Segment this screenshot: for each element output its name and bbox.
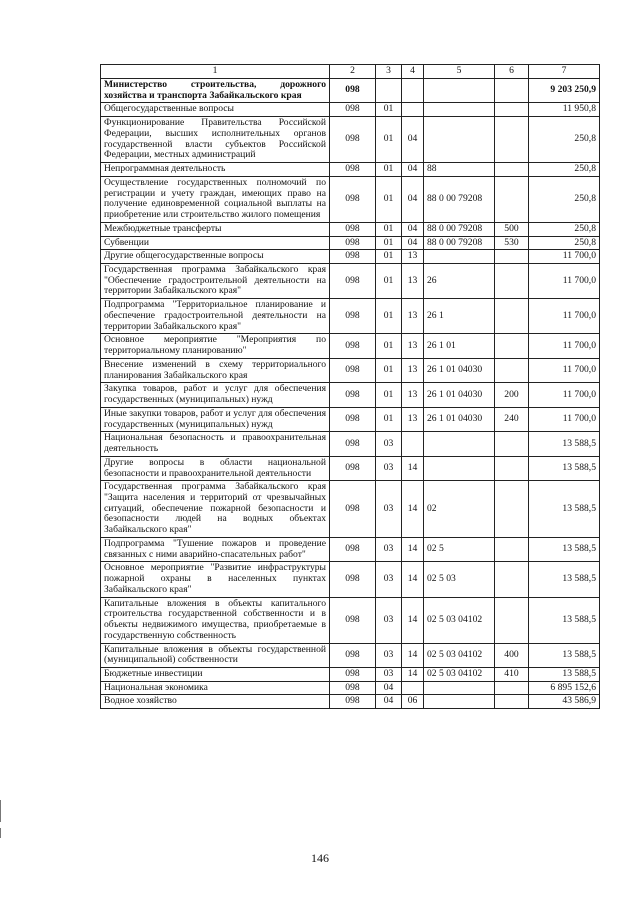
section-code-cell: 03	[376, 537, 402, 561]
ved-code-cell: 098	[330, 79, 376, 103]
subsection-code-cell: 04	[402, 163, 424, 177]
ved-code-cell: 098	[330, 597, 376, 643]
section-code-cell: 03	[376, 481, 402, 538]
row-name-cell: Национальная экономика	[101, 681, 330, 695]
row-name-cell: Другие вопросы в области национальной безопасности и правоохранительной деятельности	[101, 456, 330, 480]
amount-cell: 250,8	[529, 176, 600, 222]
row-name-cell: Основное мероприятие "Развитие инфраструктуры пожарной охраны в населенных пунктах Забайкальского края"	[101, 562, 330, 597]
header-cell: 1	[101, 65, 330, 79]
page-number: 146	[311, 851, 329, 865]
table-row	[101, 432, 600, 456]
table-row	[101, 334, 600, 358]
row-name-cell: Министерство строительства, дорожного хозяйства и транспорта Забайкальского края	[101, 79, 330, 103]
expense-type-cell	[495, 176, 529, 222]
section-code-cell: 01	[376, 163, 402, 177]
amount-cell: 43 586,9	[529, 695, 600, 709]
row-name-cell: Бюджетные инвестиции	[101, 667, 330, 681]
table-row	[101, 299, 600, 334]
row-name-cell: Субвенции	[101, 236, 330, 250]
ved-code-cell: 098	[330, 537, 376, 561]
expense-type-cell	[495, 163, 529, 177]
expense-type-cell: 200	[495, 383, 529, 407]
ved-code-cell: 098	[330, 407, 376, 431]
table-row	[101, 456, 600, 480]
header-row	[101, 65, 600, 79]
subsection-code-cell: 04	[402, 236, 424, 250]
row-name-cell: Капитальные вложения в объекты капитального строительства государственной собственности и в объекты недвижимого имущества, приобретаемые в государственную собственность	[101, 597, 330, 643]
header-cell: 3	[376, 65, 402, 79]
target-article-cell	[424, 456, 495, 480]
table-row	[101, 250, 600, 264]
target-article-cell: 88 0 00 79208	[424, 222, 495, 236]
ved-code-cell: 098	[330, 103, 376, 117]
expense-type-cell	[495, 79, 529, 103]
subsection-code-cell: 04	[402, 222, 424, 236]
table-row	[101, 481, 600, 538]
table-row	[101, 163, 600, 177]
target-article-cell: 26 1	[424, 299, 495, 334]
row-name-cell: Государственная программа Забайкальского края "Обеспечение градостроительной деятельности на территории Забайкальского края"	[101, 264, 330, 299]
subsection-code-cell: 14	[402, 562, 424, 597]
section-code-cell: 01	[376, 407, 402, 431]
subsection-code-cell: 13	[402, 407, 424, 431]
margin-mark	[0, 828, 1, 838]
expense-type-cell: 410	[495, 667, 529, 681]
expense-type-cell: 400	[495, 643, 529, 667]
table-row	[101, 681, 600, 695]
expense-type-cell	[495, 681, 529, 695]
ved-code-cell: 098	[330, 432, 376, 456]
subsection-code-cell: 13	[402, 358, 424, 382]
amount-cell: 250,8	[529, 222, 600, 236]
amount-cell: 13 588,5	[529, 432, 600, 456]
target-article-cell	[424, 117, 495, 163]
table-row	[101, 176, 600, 222]
table-row	[101, 236, 600, 250]
amount-cell: 250,8	[529, 117, 600, 163]
amount-cell: 250,8	[529, 163, 600, 177]
expense-type-cell	[495, 537, 529, 561]
section-code-cell: 01	[376, 103, 402, 117]
section-code-cell: 01	[376, 264, 402, 299]
ved-code-cell: 098	[330, 250, 376, 264]
table-row	[101, 597, 600, 643]
subsection-code-cell: 14	[402, 667, 424, 681]
subsection-code-cell	[402, 103, 424, 117]
table-row	[101, 537, 600, 561]
subsection-code-cell: 04	[402, 176, 424, 222]
expense-type-cell	[495, 358, 529, 382]
section-code-cell: 01	[376, 222, 402, 236]
expense-type-cell	[495, 334, 529, 358]
table-row	[101, 117, 600, 163]
header-cell: 5	[424, 65, 495, 79]
target-article-cell: 02	[424, 481, 495, 538]
amount-cell: 9 203 250,9	[529, 79, 600, 103]
expense-type-cell	[495, 597, 529, 643]
table-row	[101, 358, 600, 382]
section-code-cell: 01	[376, 236, 402, 250]
section-code-cell	[376, 79, 402, 103]
expense-type-cell	[495, 562, 529, 597]
amount-cell: 250,8	[529, 236, 600, 250]
table-row	[101, 222, 600, 236]
expense-type-cell	[495, 264, 529, 299]
subsection-code-cell: 13	[402, 383, 424, 407]
ved-code-cell: 098	[330, 299, 376, 334]
target-article-cell: 02 5	[424, 537, 495, 561]
row-name-cell: Непрограммная деятельность	[101, 163, 330, 177]
header-cell: 4	[402, 65, 424, 79]
expense-type-cell: 530	[495, 236, 529, 250]
subsection-code-cell: 13	[402, 250, 424, 264]
section-code-cell: 01	[376, 176, 402, 222]
amount-cell: 13 588,5	[529, 643, 600, 667]
amount-cell: 13 588,5	[529, 562, 600, 597]
table-row	[101, 103, 600, 117]
target-article-cell: 26	[424, 264, 495, 299]
target-article-cell: 88	[424, 163, 495, 177]
subsection-code-cell: 14	[402, 597, 424, 643]
section-code-cell: 01	[376, 383, 402, 407]
expense-type-cell	[495, 103, 529, 117]
ved-code-cell: 098	[330, 334, 376, 358]
section-code-cell: 01	[376, 117, 402, 163]
expense-type-cell: 500	[495, 222, 529, 236]
subsection-code-cell: 14	[402, 537, 424, 561]
row-name-cell: Государственная программа Забайкальского края "Защита населения и территорий от чрезвычайных ситуаций, обеспечение пожарной безопасности и безопасности людей на водных объектах Забайкальского края"	[101, 481, 330, 538]
section-code-cell: 04	[376, 695, 402, 709]
target-article-cell: 02 5 03 04102	[424, 597, 495, 643]
ved-code-cell: 098	[330, 643, 376, 667]
amount-cell: 11 700,0	[529, 334, 600, 358]
budget-table	[100, 64, 600, 709]
section-code-cell: 01	[376, 358, 402, 382]
header-cell: 2	[330, 65, 376, 79]
row-name-cell: Иные закупки товаров, работ и услуг для обеспечения государственных (муниципальных) нужд	[101, 407, 330, 431]
section-code-cell: 03	[376, 432, 402, 456]
target-article-cell	[424, 432, 495, 456]
row-name-cell: Водное хозяйство	[101, 695, 330, 709]
row-name-cell: Подпрограмма "Тушение пожаров и проведение связанных с ними аварийно-спасательных работ"	[101, 537, 330, 561]
amount-cell: 11 700,0	[529, 358, 600, 382]
section-code-cell: 03	[376, 597, 402, 643]
subsection-code-cell	[402, 681, 424, 695]
amount-cell: 11 700,0	[529, 407, 600, 431]
amount-cell: 11 950,8	[529, 103, 600, 117]
target-article-cell: 26 1 01	[424, 334, 495, 358]
target-article-cell	[424, 695, 495, 709]
section-code-cell: 01	[376, 334, 402, 358]
amount-cell: 6 895 152,6	[529, 681, 600, 695]
subsection-code-cell: 13	[402, 334, 424, 358]
ved-code-cell: 098	[330, 222, 376, 236]
header-cell: 7	[529, 65, 600, 79]
table-row	[101, 407, 600, 431]
section-code-cell: 01	[376, 250, 402, 264]
target-article-cell: 88 0 00 79208	[424, 236, 495, 250]
ved-code-cell: 098	[330, 383, 376, 407]
target-article-cell: 26 1 01 04030	[424, 407, 495, 431]
row-name-cell: Закупка товаров, работ и услуг для обеспечения государственных (муниципальных) нужд	[101, 383, 330, 407]
table-row	[101, 695, 600, 709]
ved-code-cell: 098	[330, 695, 376, 709]
row-name-cell: Межбюджетные трансферты	[101, 222, 330, 236]
amount-cell: 13 588,5	[529, 537, 600, 561]
subsection-code-cell: 14	[402, 481, 424, 538]
subsection-code-cell: 13	[402, 299, 424, 334]
amount-cell: 11 700,0	[529, 250, 600, 264]
ved-code-cell: 098	[330, 176, 376, 222]
row-name-cell: Подпрограмма "Территориальное планирование и обеспечение градостроительной деятельности на территории Забайкальского края"	[101, 299, 330, 334]
expense-type-cell	[495, 250, 529, 264]
section-code-cell: 03	[376, 643, 402, 667]
section-code-cell: 03	[376, 562, 402, 597]
subsection-code-cell	[402, 79, 424, 103]
table-row	[101, 562, 600, 597]
target-article-cell: 02 5 03 04102	[424, 643, 495, 667]
row-name-cell: Функционирование Правительства Российской Федерации, высших исполнительных органов государственной власти субъектов Российской Федерации, местных администраций	[101, 117, 330, 163]
expense-type-cell	[495, 117, 529, 163]
ved-code-cell: 098	[330, 456, 376, 480]
table-row	[101, 79, 600, 103]
target-article-cell: 02 5 03 04102	[424, 667, 495, 681]
expense-type-cell	[495, 695, 529, 709]
subsection-code-cell: 14	[402, 456, 424, 480]
row-name-cell: Внесение изменений в схему территориального планирования Забайкальского края	[101, 358, 330, 382]
expense-type-cell	[495, 456, 529, 480]
amount-cell: 11 700,0	[529, 299, 600, 334]
subsection-code-cell: 06	[402, 695, 424, 709]
section-code-cell: 03	[376, 456, 402, 480]
target-article-cell: 88 0 00 79208	[424, 176, 495, 222]
target-article-cell: 02 5 03	[424, 562, 495, 597]
header-cell: 6	[495, 65, 529, 79]
ved-code-cell: 098	[330, 236, 376, 250]
expense-type-cell	[495, 481, 529, 538]
target-article-cell: 26 1 01 04030	[424, 383, 495, 407]
ved-code-cell: 098	[330, 163, 376, 177]
amount-cell: 11 700,0	[529, 383, 600, 407]
amount-cell: 13 588,5	[529, 597, 600, 643]
row-name-cell: Общегосударственные вопросы	[101, 103, 330, 117]
target-article-cell	[424, 103, 495, 117]
target-article-cell: 26 1 01 04030	[424, 358, 495, 382]
ved-code-cell: 098	[330, 264, 376, 299]
section-code-cell: 04	[376, 681, 402, 695]
ved-code-cell: 098	[330, 358, 376, 382]
row-name-cell: Осуществление государственных полномочий по регистрации и учету граждан, имеющих право на получение единовременной социальной выплаты на приобретение или строительство жилого помещения	[101, 176, 330, 222]
expense-type-cell	[495, 299, 529, 334]
table-row	[101, 264, 600, 299]
ved-code-cell: 098	[330, 562, 376, 597]
amount-cell: 13 588,5	[529, 456, 600, 480]
table-row	[101, 667, 600, 681]
target-article-cell	[424, 250, 495, 264]
subsection-code-cell: 13	[402, 264, 424, 299]
expense-type-cell: 240	[495, 407, 529, 431]
table-row	[101, 383, 600, 407]
row-name-cell: Капитальные вложения в объекты государственной (муниципальной) собственности	[101, 643, 330, 667]
target-article-cell	[424, 79, 495, 103]
amount-cell: 11 700,0	[529, 264, 600, 299]
row-name-cell: Основное мероприятие "Мероприятия по территориальному планированию"	[101, 334, 330, 358]
ved-code-cell: 098	[330, 667, 376, 681]
ved-code-cell: 098	[330, 681, 376, 695]
subsection-code-cell	[402, 432, 424, 456]
table-row	[101, 643, 600, 667]
section-code-cell: 01	[376, 299, 402, 334]
row-name-cell: Национальная безопасность и правоохранительная деятельность	[101, 432, 330, 456]
subsection-code-cell: 14	[402, 643, 424, 667]
amount-cell: 13 588,5	[529, 481, 600, 538]
ved-code-cell: 098	[330, 117, 376, 163]
row-name-cell: Другие общегосударственные вопросы	[101, 250, 330, 264]
amount-cell: 13 588,5	[529, 667, 600, 681]
expense-type-cell	[495, 432, 529, 456]
subsection-code-cell: 04	[402, 117, 424, 163]
ved-code-cell: 098	[330, 481, 376, 538]
margin-mark	[0, 800, 1, 822]
target-article-cell	[424, 681, 495, 695]
section-code-cell: 03	[376, 667, 402, 681]
